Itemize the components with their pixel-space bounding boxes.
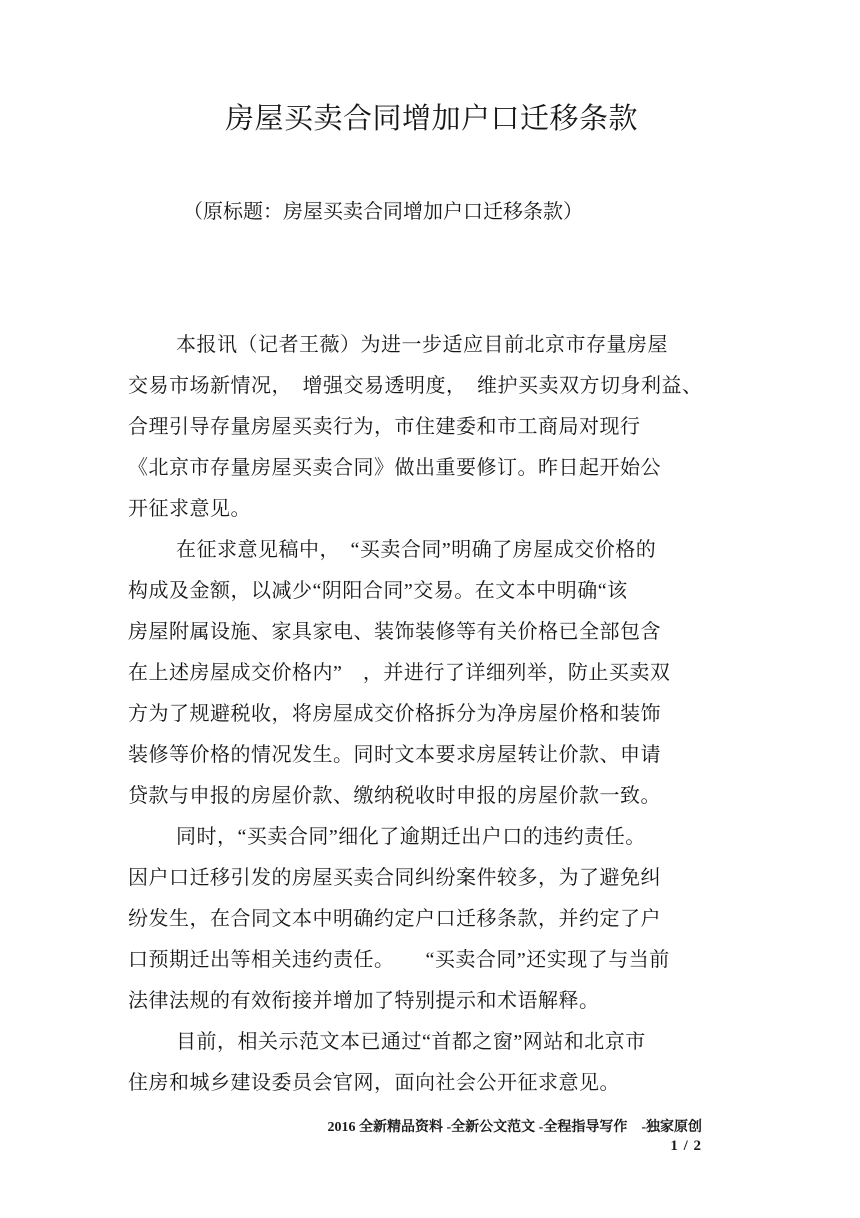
- text-line: 本报讯（记者王薇）为进一步适应目前北京市存量房屋: [176, 334, 668, 356]
- text-line: 同时，“买卖合同”细化了逾期迁出户口的违约责任。: [176, 826, 646, 848]
- paragraph: [128, 1022, 735, 1104]
- text-line: 合理引导存量房屋买卖行为，市住建委和市工商局对现行: [128, 416, 641, 438]
- paragraph: [128, 530, 735, 817]
- text-line: 因户口迁移引发的房屋买卖合同纠纷案件较多，为了避免纠: [128, 867, 661, 889]
- text-line: 装修等价格的情况发生。同时文本要求房屋转让价款、申请: [128, 744, 661, 766]
- text-line: 开征求意见。: [128, 498, 251, 520]
- text-line: 目前，相关示范文本已通过“首都之窗”网站和北京市: [176, 1031, 646, 1053]
- page-title: 房屋买卖合同增加户口迁移条款: [224, 103, 638, 135]
- paragraph: [128, 817, 735, 1022]
- page-number: 1 / 2: [670, 1138, 702, 1154]
- text-line: 构成及金额，以减少“阴阳合同”交易。在文本中明确“该: [128, 580, 628, 602]
- text-line: 在征求意见稿中， “买卖合同”明确了房屋成交价格的: [176, 539, 657, 561]
- footer-text: 2016 全新精品资料 -全新公文范文 -全程指导写作 -独家原创: [327, 1120, 702, 1135]
- page-footer: [328, 1119, 703, 1155]
- original-title-note: （原标题：房屋买卖合同增加户口迁移条款）: [183, 201, 583, 223]
- text-line: 住房和城乡建设委员会官网，面向社会公开征求意见。: [128, 1072, 620, 1094]
- text-line: 方为了规避税收，将房屋成交价格拆分为净房屋价格和装饰: [128, 703, 661, 725]
- text-line: 口预期迁出等相关违约责任。 “买卖合同”还实现了与当前: [128, 949, 670, 971]
- text-line: 贷款与申报的房屋价款、缴纳税收时申报的房屋价款一致。: [128, 785, 661, 807]
- paragraph: [128, 325, 735, 530]
- text-line: 纷发生，在合同文本中明确约定户口迁移条款，并约定了户: [128, 908, 661, 930]
- article-body: [128, 325, 735, 1104]
- text-line: 在上述房屋成交价格内” ，并进行了详细列举，防止买卖双: [128, 662, 671, 684]
- text-line: 交易市场新情况， 增强交易透明度， 维护买卖双方切身利益、: [128, 375, 703, 397]
- text-line: 《北京市存量房屋买卖合同》做出重要修订。昨日起开始公: [128, 457, 661, 479]
- document-column: [0, 100, 860, 1104]
- text-line: 房屋附属设施、家具家电、装饰装修等有关价格已全部包含: [128, 621, 661, 643]
- text-line: 法律法规的有效衔接并增加了特别提示和术语解释。: [128, 990, 600, 1012]
